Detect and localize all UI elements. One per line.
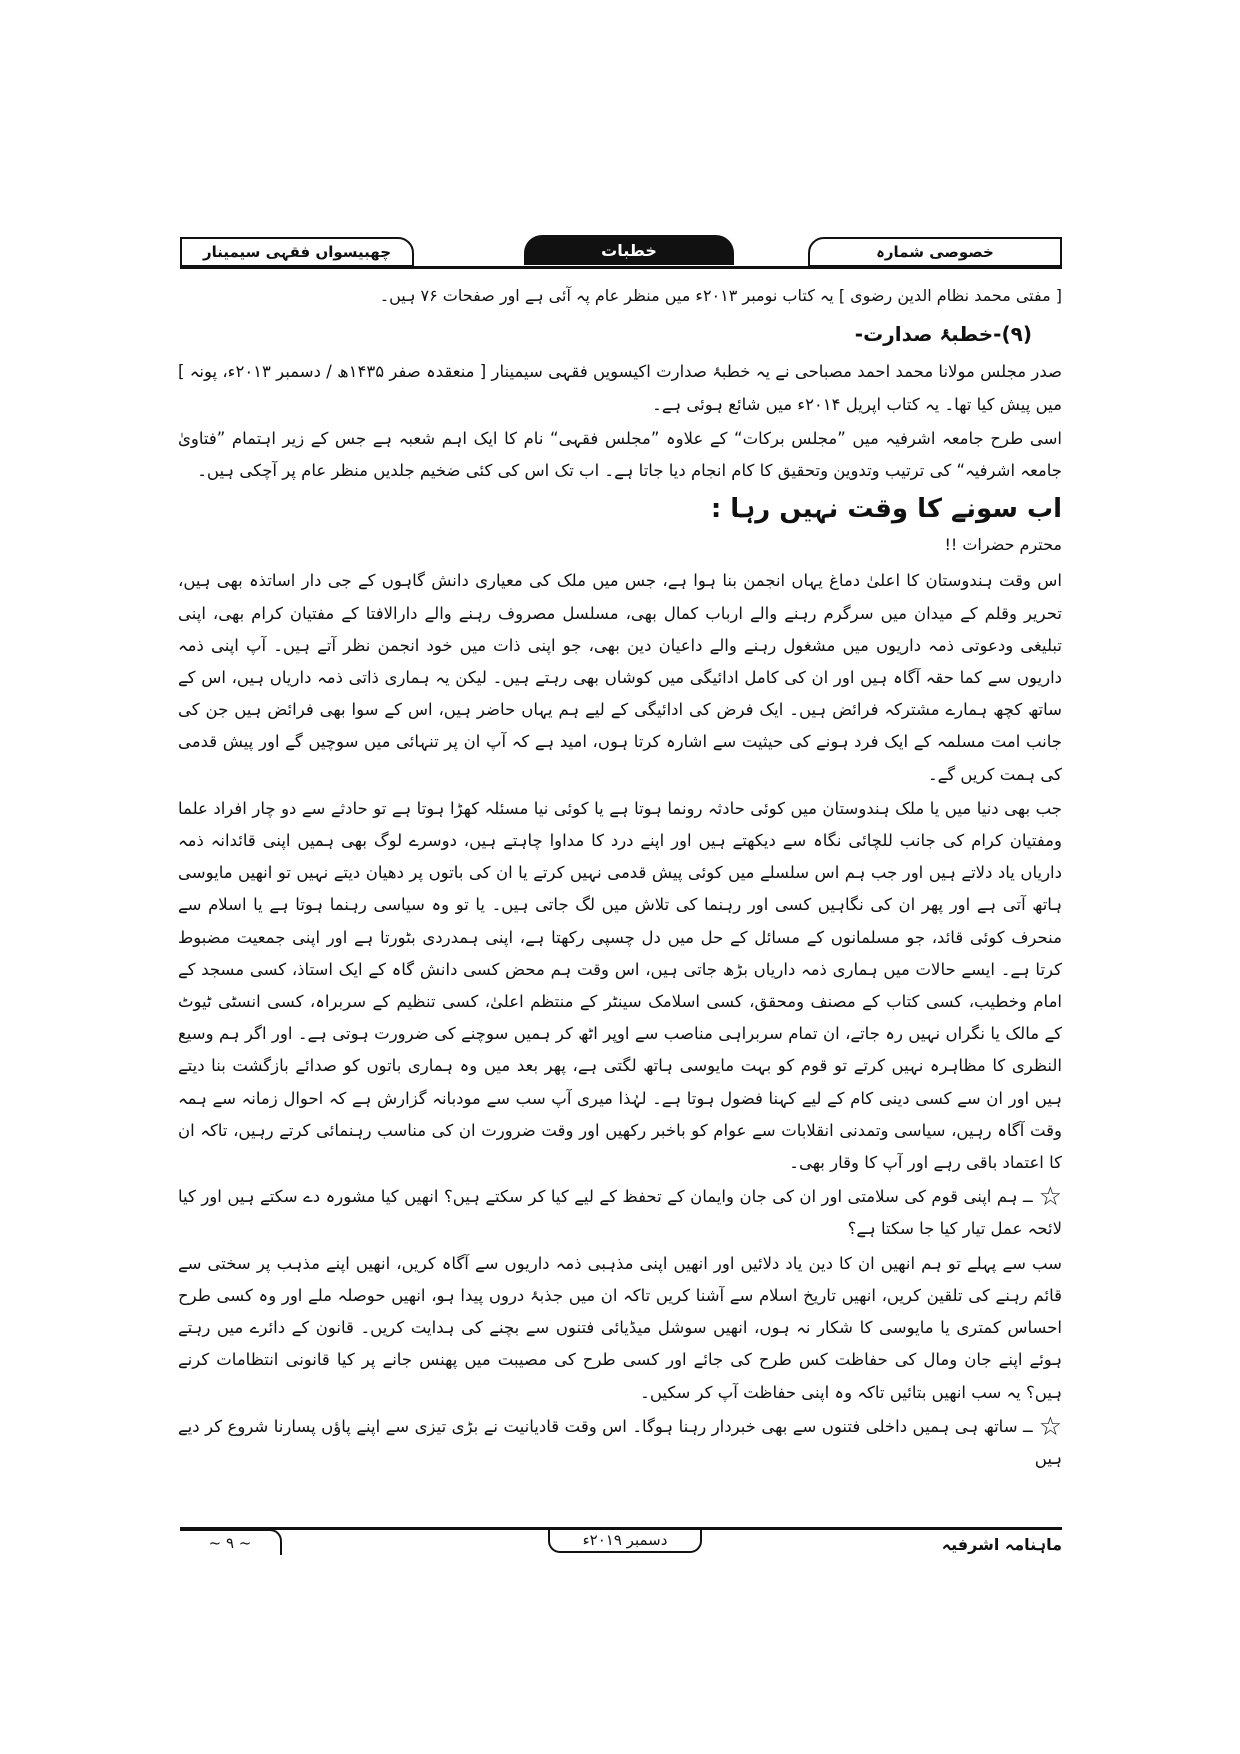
page-number: ~ ۹ ~ [180,1529,282,1555]
section-heading: اب سونے کا وقت نہیں رہا : [710,494,1062,525]
paragraph-4: جب بھی دنیا میں یا ملک ہندوستان میں کوئی حادثہ رونما ہوتا ہے یا کوئی نیا مسئلہ کھڑا ہوتا ہے تو حادثے سے دو چار افراد علما ومفتیان کرام کی جانب للچائی نگاہ سے دیکھتے ہیں اور اپنے درد کا مداوا چاہتے ہیں، دوسرے لوگ بھی ہمیں اپنی قائدانہ ذمہ داریاں یاد دلاتے ہیں اور جب ہم اس سلسلے میں کوئی پیش قدمی نہیں کرتے یا ان کی باتوں پر دھیان دیتے نہیں تو انھیں مایوسی ہاتھ آتی ہے اور پھر ان کی نگاہیں کسی اور رہنما کی تلاش میں لگ جاتی ہیں۔ یا تو وہ سیاسی رہنما ہوتا ہے یا اسلام سے منحرف کوئی قائد، جو مسلمانوں کے مسائل کے حل میں دل چسپی رکھتا ہے، اپنی ہمدردی بٹورتا ہے اور اپنی جمعیت مضبوط کرتا ہے۔ ایسے حالات میں ہماری ذمہ داریاں بڑھ جاتی ہیں، اس وقت ہم محض کسی دانش گاہ کے ایک استاذ، کسی مسجد کے امام وخطیب، کسی کتاب کے مصنف ومحقق، کسی اسلامک سینٹر کے منتظم اعلیٰ، کسی تنظیم کے سربراہ، کسی انسٹی ٹیوٹ کے مالک یا نگراں نہیں رہ جاتے، ان تمام سربراہی مناصب سے اوپر اٹھ کر ہمیں سوچنے کی ضرورت ہوتی ہے۔ اور اگر ہم وسیع النظری کا مظاہرہ نہیں کرتے تو قوم کو بہت مایوسی ہاتھ لگتی ہے، پھر بعد میں وہ ہماری باتوں کو صدائے بازگشت بنا دیتے ہیں اور ان سے کسی دینی کام کے لیے کہنا فضول ہوتا ہے۔ لہٰذا میری آپ سب سے مودبانہ گزارش ہے کہ احوال زمانہ سے ہمہ وقت آگاہ رہیں، سیاسی وتمدنی انقلابات سے عوام کو باخبر رکھیں اور وقت ضرورت ان کی مناسب رہنمائی کرتے رہیں، تاکہ ان کا اعتماد باقی رہے اور آپ کا وقار بھی۔ [178,798,1062,1173]
question-1-text: ہم اپنی قوم کی سلامتی اور ان کی جان وایمان کے تحفظ کے لیے کیا کر سکتے ہیں؟ انھیں کیا مشورہ دے سکتے ہیں اور کیا لائحہ عمل تیار کیا جا سکتا ہے؟ [178,1187,1062,1239]
header-center-label: خطبات [524,235,734,265]
header-left-label: چھبیسواں فقہی سیمینار [180,237,414,267]
magazine-name: ماہنامہ اشرفیہ [941,1535,1062,1554]
paragraph-2: اسی طرح جامعہ اشرفیہ میں ”مجلس برکات“ کے علاوہ ”مجلس فقہی“ نام کا ایک اہم شعبہ ہے جس کے زیر اہتمام ”فتاویٰ جامعہ اشرفیہ“ کی ترتیب وتدوین وتحقیق کا کام انجام دیا جاتا ہے۔ اب تک اس کی کئی ضخیم جلدیں منظر عام پر آچکی ہیں۔ [178,428,1062,481]
address-line: محترم حضرات !! [944,535,1062,555]
header-rule [180,266,1062,269]
article-body [178,280,1062,1477]
paragraph-1: صدر مجلس مولانا محمد احمد مصباحی نے یہ خطبۂ صدارت اکیسویں فقہی سیمینار [ منعقدہ صفر ۱۴۳۵ھ / دسمبر ۲۰۱۳ء، پونہ ] میں پیش کیا تھا۔ یہ کتاب اپریل ۲۰۱۴ء میں شائع ہوئی ہے۔ [178,362,1062,414]
page-header [180,233,1062,273]
page-footer [180,1525,1062,1565]
question-2-text: ساتھ ہی ہمیں داخلی فتنوں سے بھی خبردار رہنا ہوگا۔ اس وقت قادیانیت نے بڑی تیزی سے اپنے پاؤں پسارنا شروع کر دیے ہیں [178,1416,1062,1468]
star-icon: ☆ [1038,1411,1062,1442]
dash-mark: ــ [1023,1416,1033,1436]
section-title: (۹)-خطبۂ صدارت- [854,322,1032,347]
source-note: [ مفتی محمد نظام الدین رضوی ] یہ کتاب نومبر ۲۰۱۳ء میں منظر عام پہ آئی ہے اور صفحات ۷۶ ہیں۔ [379,286,1062,305]
question-1 [178,1181,1062,1245]
question-2 [178,1411,1062,1475]
header-right-label: خصوصی شمارہ [808,237,1062,267]
paragraph-3: اس وقت ہندوستان کا اعلیٰ دماغ یہاں انجمن بنا ہوا ہے، جس میں ملک کی معیاری دانش گاہوں کے جی دار اساتذہ بھی ہیں، تحریر وقلم کے میدان میں سرگرم رہنے والے ارباب کمال بھی، مسلسل مصروف رہنے والے دارالافتا کے مفتیان کرام بھی، اپنی تبلیغی ودعوتی ذمہ داریوں میں مشغول رہنے والے داعیان دین بھی، جو اپنی ذات میں خود انجمن نظر آتے ہیں۔ آپ اپنی ذمہ داریوں سے کما حقہ آگاہ ہیں اور ان کی کامل ادائیگی میں کوشاں بھی رہتے ہیں۔ لیکن یہ ہماری ذاتی ذمہ داریاں ہیں، اس کے ساتھ کچھ ہمارے مشترکہ فرائض ہیں۔ ایک فرض کی ادائیگی کے لیے ہم یہاں حاضر ہیں، اس کے سوا بھی فرائض ہیں جن کی جانب امت مسلمہ کے ایک فرد ہونے کی حیثیت سے اشارہ کرتا ہوں، امید ہے کہ آپ ان پر تنہائی میں سوچیں گے اور پیش قدمی کی ہمت کریں گے۔ [178,571,1062,784]
star-icon: ☆ [1038,1182,1062,1213]
issue-date: دسمبر ۲۰۱۹ء [548,1529,702,1553]
dash-mark: ــ [1023,1187,1033,1207]
paragraph-5: سب سے پہلے تو ہم انھیں ان کا دین یاد دلائیں اور انھیں اپنی مذہبی ذمہ داریوں سے آگاہ کریں، انھیں اپنے مذہب پر سختی سے قائم رہنے کی تلقین کریں، انھیں تاریخ اسلام سے آشنا کریں تاکہ ان میں جذبۂ دروں پیدا ہو، انھیں حوصلہ ملے اور وہ کسی طرح احساس کمتری یا مایوسی کا شکار نہ ہوں، انھیں سوشل میڈیائی فتنوں سے بچنے کی ہدایت کریں۔ قانون کے دائرے میں رہتے ہوئے اپنے جان ومال کی حفاظت کس طرح کی جائے اور کسی طرح کی مصیبت میں پھنس جانے پر کیا قانونی انتظامات کرنے ہیں؟ یہ سب انھیں بتائیں تاکہ وہ اپنی حفاظت آپ کر سکیں۔ [178,1253,1062,1402]
